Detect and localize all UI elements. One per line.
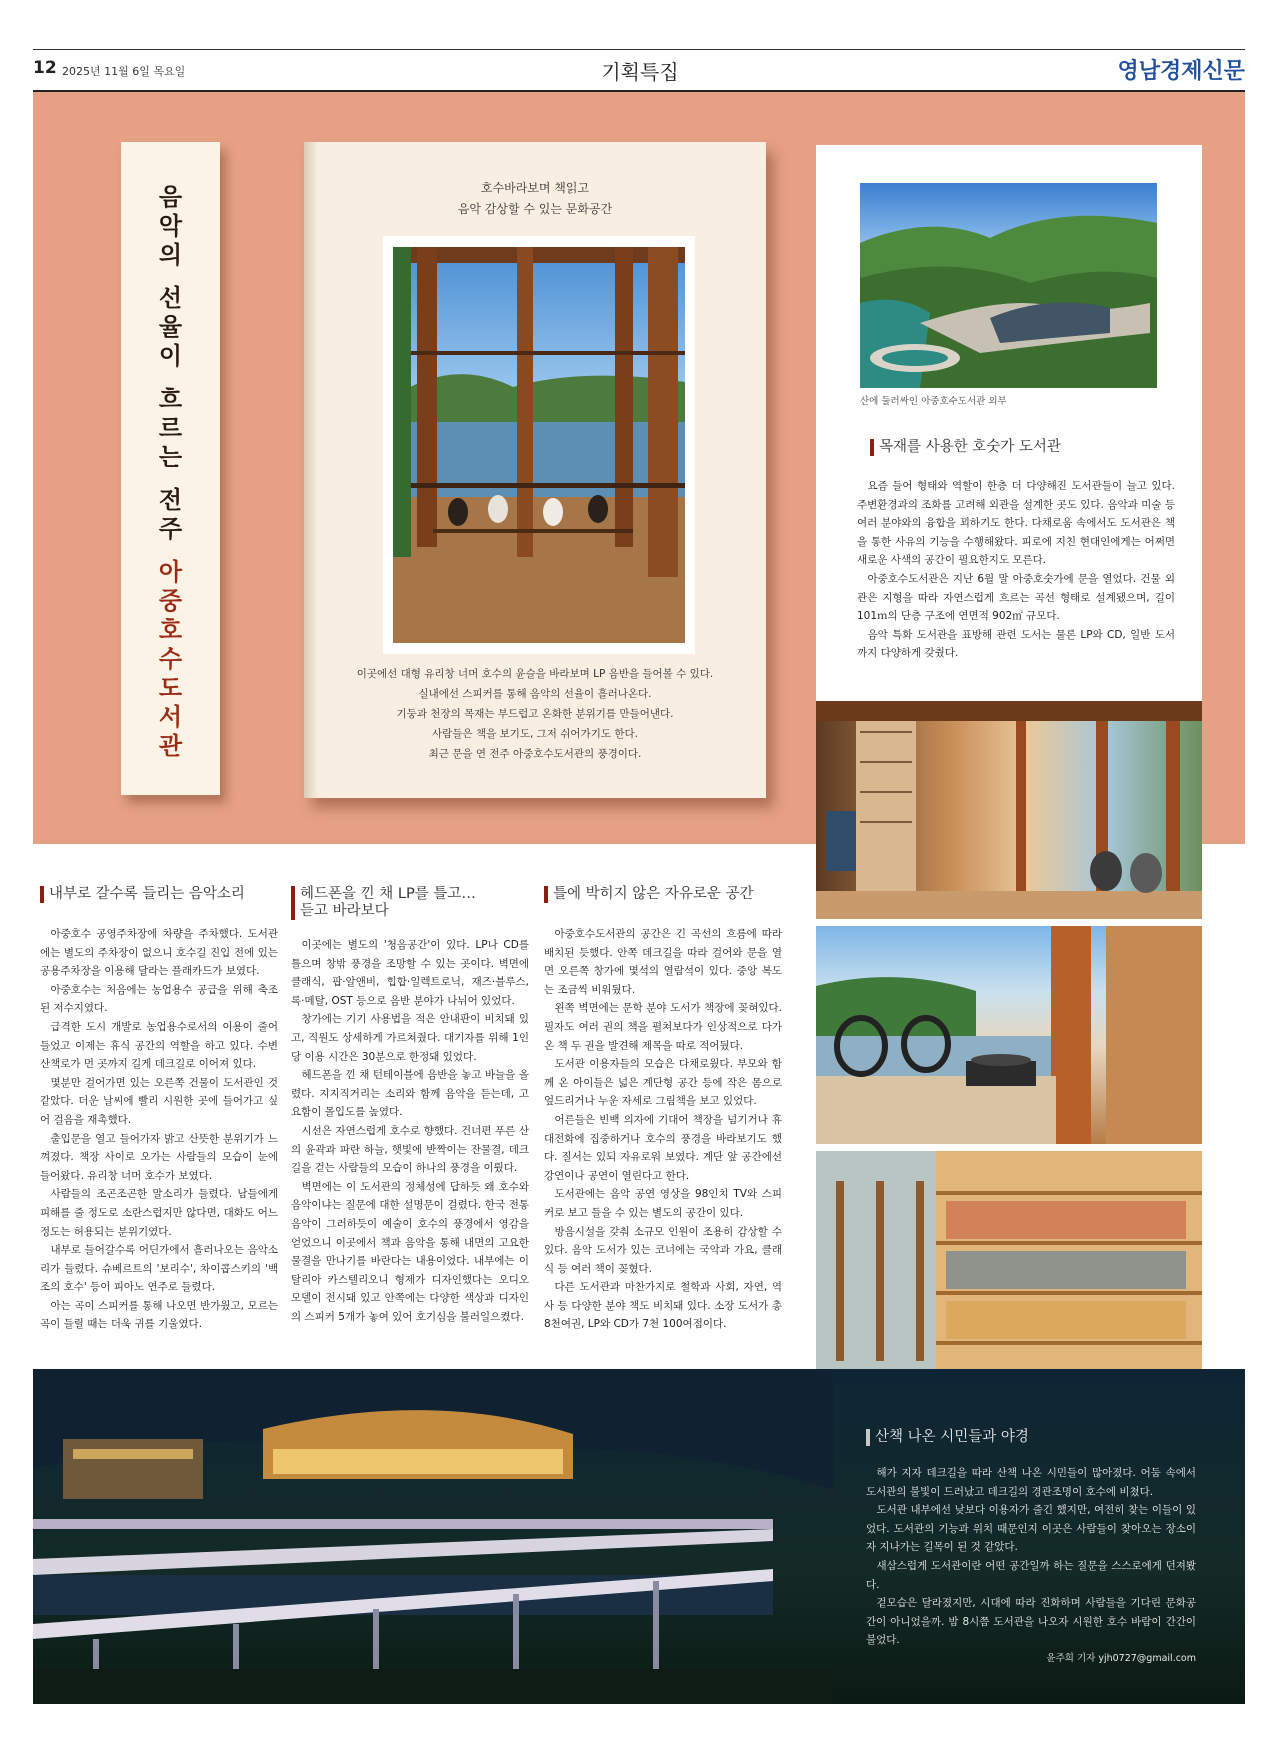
paragraph: 벽면에는 이 도서관의 정체성에 답하듯 왜 호수와 음악이냐는 질문에 대한 설명문이 걸렸다. 한국 전통음악이 그러하듯이 예술이 호수의 풍경에서 영감을 얻었으니 이곳에서 책과 음악을 통해 내면의 고요한 물결을 만나기를 바란다는 내용이었다. 내부에는 이탈리아 카스텔리오니 형제가 디자인했다는 오디오 모델이 전시돼 있고 안쪽에는 다양한 색상과 디자인의 스피커 5개가 놓여 있어 호기심을 불러일으켰다.	[291, 1180, 529, 1323]
book-caption-line: 실내에선 스피커를 통해 음악의 선율이 흘러나온다.	[418, 688, 652, 700]
header-top-rule	[33, 49, 1245, 50]
paragraph: 도서관 이용자들의 모습은 다채로웠다. 부모와 함께 온 아이들은 넓은 계단형 공간 등에 작은 몸으로 엎드리거나 누운 자세로 그림책을 보고 있었다.	[544, 1058, 782, 1108]
newspaper-masthead: 영남경제신문	[1117, 59, 1245, 84]
paragraph: 시선은 자연스럽게 호수로 향했다. 건너편 푸른 산의 윤곽과 파란 하늘, 햇빛에 반짝이는 잔물결, 데크길을 걷는 사람들의 모습이 하나의 풍경을 이뤘다.	[291, 1124, 529, 1175]
bookshelf-photo	[816, 1151, 1202, 1369]
listening-room-photo	[816, 926, 1202, 1144]
paragraph: 아는 곡이 스피커를 통해 나오면 반가웠고, 모르는 곡이 들릴 때는 더욱 귀를 기울였다.	[40, 1299, 278, 1331]
exterior-photo-caption: 산에 둘러싸인 아중호수도서관 외부	[860, 396, 1007, 407]
paragraph: 방음시설을 갖춰 소규모 인원이 조용히 감상할 수 있다. 음악 도서가 있는 코너에는 국악과 가요, 클래식 등 여러 책이 꽂혔다.	[544, 1225, 782, 1275]
article-column-3	[544, 886, 782, 1334]
column-2-subhead-line-2: 듣고 바라보다	[300, 903, 389, 919]
column-2-subhead	[291, 886, 529, 920]
title-line-1: 음악의	[158, 182, 183, 269]
column-2-body	[291, 936, 529, 1326]
paragraph: 아중호수도서관의 공간은 긴 곡선의 흐름에 따라 배치된 듯했다. 안쪽 데크길을 따라 걸어와 문을 열면 오른쪽 창가에 몇석의 열람석이 있다. 중앙 복도는 조금씩 비워뒀다.	[544, 928, 782, 996]
paragraph: 다른 도서관과 마찬가지로 철학과 사회, 자연, 역사 등 다양한 분야 책도 비치돼 있다. 소장 도서가 총 8천여권, LP와 CD가 7천 100여점이다.	[544, 1281, 782, 1331]
night-view-photo	[33, 1369, 833, 1704]
title-line-4: 전주	[158, 485, 183, 543]
paragraph: 음악 특화 도서관을 표방해 관련 도서는 물론 LP와 CD, 일반 도서까지 다양하게 갖췄다.	[857, 628, 1175, 660]
paragraph: 어른들은 빈백 의자에 기대어 책장을 넘기거나 휴대전화에 집중하거나 호수의 풍경을 바라보기도 했다. 질서는 있되 자유로워 보였다. 계단 앞 공간에선 강연이나 공연이 열린다고 한다.	[544, 1113, 782, 1182]
paragraph: 아중호수 공영주차장에 차량을 주차했다. 도서관에는 별도의 주차장이 없으니 호수길 진입 전에 있는 공용주차장을 이용해 달라는 플래카드가 보였다.	[40, 928, 278, 978]
vertical-title-card	[121, 142, 220, 795]
book-headline-line-2: 음악 감상할 수 있는 문화공간	[457, 202, 613, 216]
article-column-1	[40, 886, 278, 1334]
paragraph: 도서관에는 음악 공연 영상을 98인치 TV와 스피커로 보고 들을 수 있는 별도의 공간이 있다.	[544, 1188, 782, 1219]
column-2-subhead-line-1: 헤드폰을 낀 채 LP를 틀고…	[300, 886, 476, 902]
book-photo-frame	[383, 236, 695, 654]
paragraph: 몇분만 걸어가면 있는 오른쪽 건물이 도서관인 것 같았다. 더운 날씨에 빨리 시원한 곳에 들어가고 싶어 걸음을 재촉했다.	[40, 1076, 278, 1126]
byline-email: yjh0727@gmail.com	[1098, 1652, 1196, 1664]
book-spine	[304, 142, 318, 798]
title-line-5: 아중호수도서관	[158, 557, 183, 760]
column-1-body	[40, 925, 278, 1334]
exterior-story-card	[816, 145, 1202, 701]
book-caption	[324, 664, 746, 764]
paragraph: 헤드폰을 낀 채 턴테이블에 음반을 놓고 바늘을 올렸다. 지지직거리는 소리와 함께 음악을 듣는데, 고요함이 몰입도를 높였다.	[291, 1069, 529, 1119]
book-caption-line: 이곳에선 대형 유리창 너머 호수의 윤슬을 바라보며 LP 음반을 들어볼 수 있다.	[356, 668, 714, 680]
feature-title	[121, 182, 220, 760]
paragraph: 이곳에는 별도의 '청음공간'이 있다. LP나 CD를 틀으며 창밖 풍경을 조망할 수 있는 곳이다. 벽면에 클래식, 팝·알앤비, 힙합·일렉트로닉, 재즈·블루스, 록·메탈, OST 등으로 음반 분야가 나뉘어 있었다.	[291, 939, 529, 1007]
book-caption-line: 기둥과 천장의 목재는 부드럽고 온화한 분위기를 만들어낸다.	[396, 708, 674, 720]
night-article	[866, 1429, 1196, 1669]
paragraph: 아중호수는 처음에는 농업용수 공급을 위해 축조된 저수지였다.	[40, 983, 278, 1015]
paragraph: 급격한 도시 개발로 농업용수로서의 이용이 줄어들었고 이제는 휴식 공간의 역할을 하고 있다. 수변 산책로가 먼 곳까지 길게 데크길로 이어져 있다.	[40, 1020, 278, 1071]
book-caption-line: 최근 문을 연 전주 아중호수도서관의 풍경이다.	[428, 748, 642, 760]
page-number: 12	[33, 58, 57, 78]
paragraph: 사람들의 조곤조곤한 말소리가 들렸다. 남들에게 피해를 줄 정도로 소란스럽지만 않다면, 대화도 어느 정도는 허용되는 분위기였다.	[40, 1188, 278, 1238]
paragraph: 겉모습은 달라졌지만, 시대에 따라 진화하며 사람들을 기다린 문화공간이 아니었을까. 밤 8시쯤 도서관을 나오자 시원한 호수 바람이 간간이 불었다.	[866, 1597, 1196, 1647]
article-column-2	[291, 886, 529, 1326]
exterior-subhead: 목재를 사용한 호숫가 도서관	[870, 439, 1061, 456]
night-subhead: 산책 나온 시민들과 야경	[866, 1429, 1196, 1446]
byline-name: 윤주희 기자	[1046, 1652, 1096, 1664]
paragraph: 내부로 들어갈수록 어딘가에서 흘러나오는 음악소리가 들렸다. 슈베르트의 '보리수', 차이콥스키의 '백조의 호수' 등이 피아노 연주로 들렸다.	[40, 1244, 278, 1294]
paragraph: 해가 지자 데크길을 따라 산책 나온 시민들이 많아졌다. 어둠 속에서 도서관의 불빛이 드러났고 데크길의 경관조명이 호수에 비쳤다.	[866, 1467, 1196, 1498]
column-3-subhead: 틀에 박히지 않은 자유로운 공간	[544, 886, 782, 903]
library-exterior-photo	[860, 183, 1157, 388]
paragraph: 아중호수도서관은 지난 6월 말 아중호숫가에 문을 열었다. 건물 외관은 지형을 따라 자연스럽게 흐르는 곡선 형태로 설계됐으며, 길이 101ｍ의 단층 구조에 연면적 902㎡ 규모다.	[857, 572, 1175, 623]
paragraph: 왼쪽 벽면에는 문학 분야 도서가 책장에 꽂혀있다. 필자도 여러 권의 책을 펼쳐보다가 인상적으로 다가온 책 두 권을 발견해 제목을 따로 적어뒀다.	[544, 1002, 782, 1052]
paragraph: 도서관 내부에선 낮보다 이용자가 줄긴 했지만, 여전히 찾는 이들이 있었다. 도서관의 기능과 위치 때문인지 이곳은 사람들이 찾아오는 장소이자 지나가는 길목이 된 것 같았다.	[866, 1504, 1196, 1554]
column-3-body	[544, 925, 782, 1334]
exterior-body	[857, 477, 1175, 663]
paragraph: 요즘 들어 형태와 역할이 한층 더 다양해진 도서관들이 늘고 있다. 주변환경과의 조화를 고려해 외관을 설계한 곳도 있다. 음악과 미술 등 여러 분야와의 융합을 꾀하기도 한다. 다채로움 속에서도 도서관은 책을 통한 사유의 기능을 수행해왔다. 피로에 지친 현대인에게는 어쩌면 새로운 사색의 공간이 필요한지도 모른다.	[857, 480, 1175, 567]
library-window-photo	[393, 247, 685, 643]
book-headline	[304, 178, 766, 220]
night-body	[866, 1464, 1196, 1669]
book-graphic	[304, 142, 766, 798]
byline	[866, 1650, 1196, 1669]
book-caption-line: 사람들은 책을 보기도, 그저 쉬어가기도 한다.	[432, 728, 638, 740]
column-1-subhead: 내부로 갈수록 들리는 음악소리	[40, 886, 278, 903]
issue-date: 2025년 11월 6일 목요일	[62, 65, 186, 78]
reading-corridor-photo	[816, 701, 1202, 919]
paragraph: 창가에는 기기 사용법을 적은 안내판이 비치돼 있고, 직원도 상세하게 가르쳐줬다. 대기자를 위해 1인당 이용 시간은 30분으로 한정돼 있었다.	[291, 1013, 529, 1063]
section-title: 기획특집	[601, 60, 679, 84]
title-line-3: 흐르는	[158, 384, 183, 471]
book-headline-line-1: 호수바라보며 책읽고	[480, 181, 590, 195]
title-line-2: 선율이	[158, 283, 183, 370]
night-view-section	[33, 1369, 1245, 1704]
paragraph: 새삼스럽게 도서관이란 어떤 공간일까 하는 질문을 스스로에게 던져봤다.	[866, 1559, 1196, 1591]
paragraph: 출입문을 열고 들어가자 밝고 산뜻한 분위기가 느껴졌다. 책장 사이로 오가는 사람들의 모습이 눈에 들어왔다. 유리창 너머 호수가 보였다.	[40, 1132, 278, 1182]
